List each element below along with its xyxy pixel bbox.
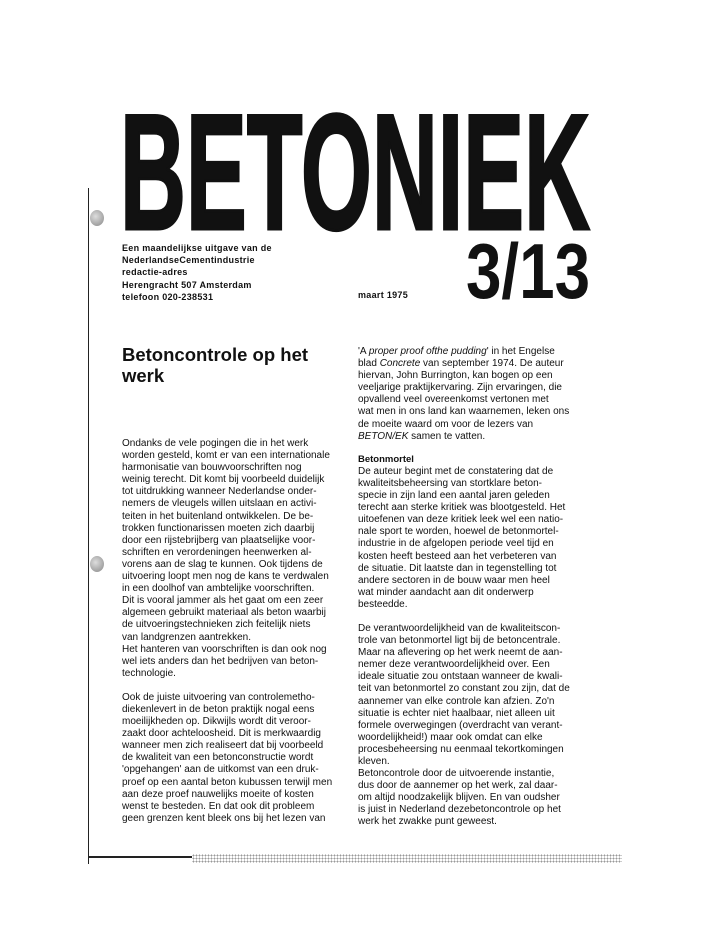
text-line: aannemer van elke controle kan afzien. Zo'n xyxy=(358,695,555,707)
text-fragment: de moeite waard om voor de lezers van xyxy=(358,418,534,430)
text-line: wenst te besteden. En dat ook dit probleem xyxy=(122,800,315,812)
text-line xyxy=(358,358,590,370)
text-line: van landgrenzen aantrekken. xyxy=(122,631,251,643)
publisher-line: NederlandseCementindustrie xyxy=(122,255,255,266)
text-line: aan deze proef nauwelijks moeite of kosten xyxy=(122,788,314,800)
text-line: tot uitdrukking wanneer Nederlandse onder- xyxy=(122,486,317,498)
bottom-rule xyxy=(88,856,192,858)
text-line: Ook de juiste uitvoering van controlemetho- xyxy=(122,691,315,703)
text-line: nemer deze verantwoordelijkheid over. Een xyxy=(358,659,550,671)
paragraph xyxy=(358,623,590,829)
article-column-left xyxy=(122,438,352,837)
text-line: 'opgehangen' aan de uitkomst van een druk- xyxy=(122,764,319,776)
page-margin-line xyxy=(88,188,89,864)
paragraph xyxy=(122,692,352,825)
text-line: woordelijkheid!) maar ook omdat can elke xyxy=(358,731,543,743)
publisher-line: telefoon 020-238531 xyxy=(122,291,214,302)
text-line: om altijd noodzakelijk blijven. En van oudsher xyxy=(358,792,560,804)
text-line xyxy=(358,394,590,406)
text-line: nale sport te worden, hoewel de betonmortel- xyxy=(358,526,559,538)
text-fragment: hiervan, John Burrington, kan bogen op een xyxy=(358,370,553,382)
italic-text: BETON/EK xyxy=(358,430,409,442)
text-fragment: van september 1974. De auteur xyxy=(420,358,564,370)
text-line: wanneer men zich realiseert dat bij voorbeeld xyxy=(122,740,324,752)
text-line: de situatie. Dit laatste dan in tegenstelling tot xyxy=(358,562,557,574)
text-line: harmonisatie van bouwvoorschriften nog xyxy=(122,462,302,474)
text-line: de uitvoeringstechnieken zich feitelijk niets xyxy=(122,619,311,631)
issue-number-graphic xyxy=(464,227,592,315)
text-line: door een rijstebrijberg van plaatselijke voor- xyxy=(122,534,316,546)
article-column-right xyxy=(358,346,590,841)
text-line: worden gesteld, komt er van een internationale xyxy=(122,450,330,462)
text-line: werk het zwakke punt geweest. xyxy=(358,816,497,828)
text-line: uitvoering loopt men nog de kans te verdwalen xyxy=(122,571,329,583)
text-line: teit van betonmortel zo constant zou zijn, dat de xyxy=(358,683,570,695)
text-line: De auteur begint met de constatering dat de xyxy=(358,465,554,477)
italic-text: proper proof ofthe pudding xyxy=(368,346,487,357)
publisher-line: redactie-adres xyxy=(122,267,188,278)
text-line: uitoefenen van deze kritiek leek wel een natio- xyxy=(358,514,564,526)
text-line: De verantwoordelijkheid van de kwaliteitscon- xyxy=(358,622,561,634)
text-line: besteedde. xyxy=(358,598,408,610)
text-line: geen grenzen kent bleek ons bij het lezen van xyxy=(122,812,326,824)
text-line: moeilijkheden op. Dikwijls wordt dit veroor- xyxy=(122,716,311,728)
text-line: terecht aan sterke kritiek was blootgesteld. Het xyxy=(358,502,566,514)
text-fragment: ' in het Engelse xyxy=(486,346,555,357)
issue-date: maart 1975 xyxy=(358,290,409,300)
text-line: de kwaliteit van een betonconstructie wordt xyxy=(122,752,314,764)
paragraph xyxy=(358,466,590,611)
text-line xyxy=(358,370,590,382)
text-line: formele overwegingen (overdracht van verant- xyxy=(358,719,563,731)
article-intro xyxy=(358,346,590,443)
text-line: Het hanteren van voorschriften is dan ook nog xyxy=(122,643,327,655)
text-line: industrie in de afgelopen periode veel tijd en xyxy=(358,538,554,550)
section-heading: Betonmortel xyxy=(358,453,414,465)
text-line: zaakt door achteloosheid. Dit is merkwaardig xyxy=(122,728,321,740)
text-line: weinig terecht. Dit komt bij voorbeeld duidelijk xyxy=(122,474,325,486)
text-line: Maar na aflevering op het werk neemt de aan- xyxy=(358,647,563,659)
binder-hole-middle xyxy=(90,556,104,572)
text-line: trokken functionarissen moeten zich daarbij xyxy=(122,522,315,534)
bottom-dotted-rule xyxy=(192,854,622,863)
publisher-info xyxy=(122,242,352,303)
text-fragment: wat men in ons land kan waarnemen, leken ons xyxy=(358,406,570,418)
text-fragment: samen te vatten. xyxy=(408,430,486,442)
text-line xyxy=(358,382,590,394)
publisher-line: Herengracht 507 Amsterdam xyxy=(122,279,252,290)
text-line: vorens aan de slag te kunnen. Ook tijdens de xyxy=(122,558,323,570)
text-line: dus door de aannemer op het werk, zal daar- xyxy=(358,780,558,792)
issue-number-text: 3/13 xyxy=(466,227,590,315)
text-line: kleven. xyxy=(358,756,390,767)
text-line: specie in zijn land een aantal jaren geleden xyxy=(358,490,550,502)
text-line: wel iets anders dan het bedrijven van beton- xyxy=(122,655,319,667)
text-fragment: opvallend veel overeenkomst vertonen met xyxy=(358,394,549,406)
text-line: kosten heeft besteed aan het verbeteren van xyxy=(358,550,557,562)
text-line xyxy=(358,346,590,358)
issue-number xyxy=(464,227,592,315)
text-line: algemeen gebruikt materiaal als beton waarbij xyxy=(122,607,327,619)
binder-hole-top xyxy=(90,210,104,226)
text-line: is juist in Nederland dezebetoncontrole op het xyxy=(358,804,561,816)
text-fragment: blad xyxy=(358,358,380,370)
text-fragment: veeljarige praktijkervaring. Zijn ervaringen, die xyxy=(358,382,562,394)
text-line: diekenlevert in de beton praktijk nogal eens xyxy=(122,703,315,715)
text-line: schriften en verordeningen heenwerken al- xyxy=(122,546,312,558)
text-line: situatie is echter niet haalbaar, niet alleen uit xyxy=(358,707,555,719)
text-line: Ondanks de vele pogingen die in het werk xyxy=(122,438,309,449)
text-line: andere sectoren in de bouw waar men heel xyxy=(358,574,550,586)
text-line: wat minder aandacht aan dit onderwerp xyxy=(358,586,534,598)
italic-text: Concrete xyxy=(379,358,421,370)
publisher-line: Een maandelijkse uitgave van de xyxy=(122,243,272,253)
text-line: procesbeheersing nu eenmaal tekortkomingen xyxy=(358,743,564,755)
text-line xyxy=(358,431,590,443)
text-line: trole van betonmortel ligt bij de betoncentrale. xyxy=(358,635,561,647)
text-line: technologie. xyxy=(122,667,176,679)
text-line xyxy=(358,419,590,431)
paragraph xyxy=(122,438,352,680)
text-line: proef op een aantal beton kubussen terwijl men xyxy=(122,776,333,788)
masthead-title: BETONIEK xyxy=(120,80,590,264)
text-line: nemers de vleugels willen uitslaan en activi- xyxy=(122,498,317,510)
article-title: Betoncontrole op het werk xyxy=(122,344,309,386)
text-line: Betoncontrole door de uitvoerende instantie, xyxy=(358,768,555,780)
text-line: teiten in het buitenland ontwikkelen. De be- xyxy=(122,510,314,522)
text-fragment: 'A xyxy=(358,346,369,357)
text-line: in een doolhof van ambtelijke voorschriften. xyxy=(122,583,315,595)
text-line: kwaliteitsbeheersing van stortklare beton- xyxy=(358,477,542,489)
text-line: ideale situatie zou ontstaan wanneer de kwali- xyxy=(358,671,563,683)
text-line xyxy=(358,406,590,418)
text-line: Dit is vooral jammer als het gaat om een zeer xyxy=(122,595,324,607)
